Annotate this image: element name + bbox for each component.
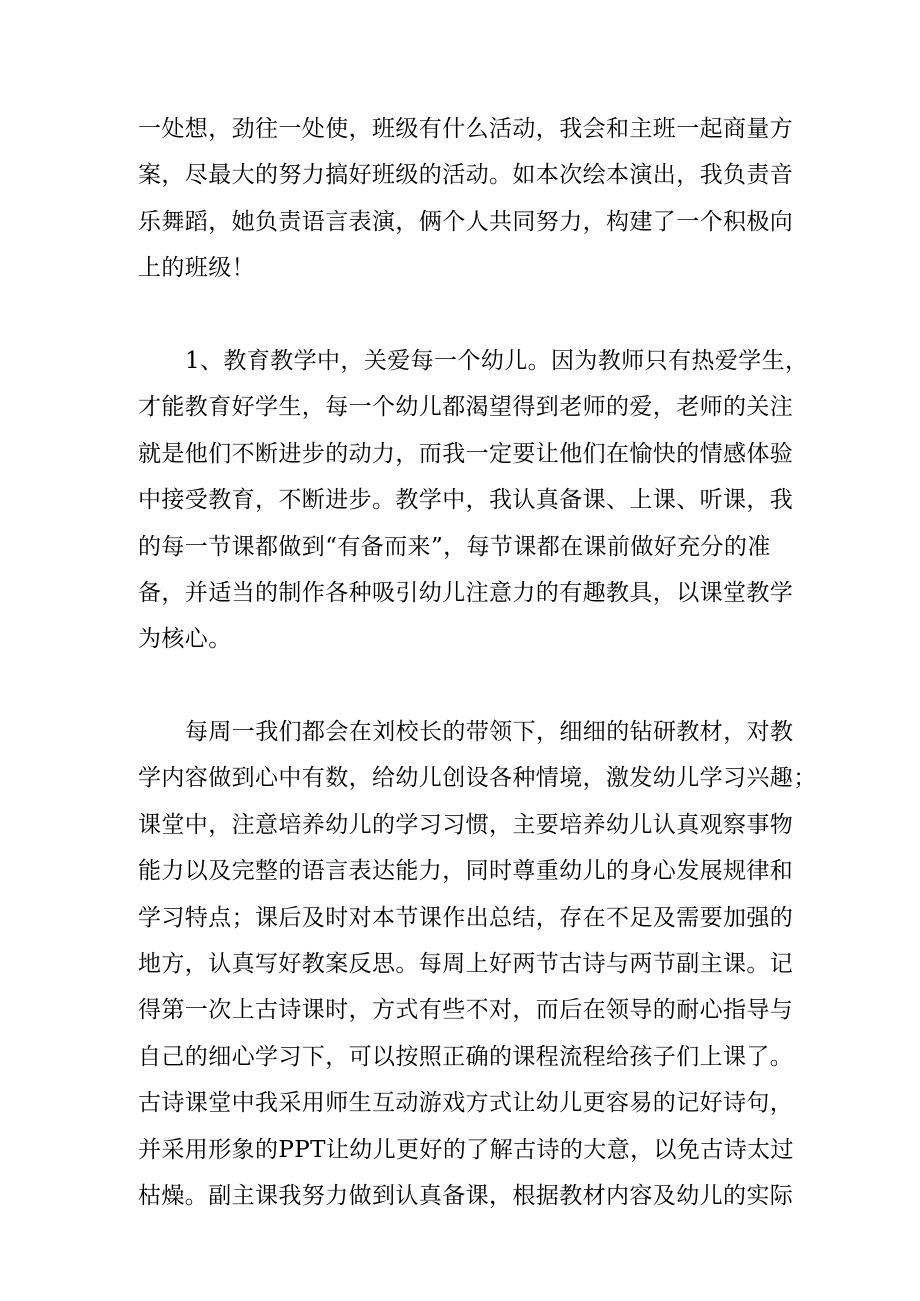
paragraph-line: 一处想，劲往一处使，班级有什么活动，我会和主班一起商量方 <box>138 116 794 142</box>
paragraph-line: 的每一节课都做到“有备而来”，每节课都在课前做好充分的准 <box>138 533 771 560</box>
paragraph-line: 每周一我们都会在刘校长的带领下，细细的钻研教材，对教 <box>185 719 794 746</box>
paragraph-line: 为核心。 <box>138 626 232 653</box>
paragraph-line: 案，尽最大的努力搞好班级的活动。如本次绘本演出，我负责音 <box>138 162 794 189</box>
paragraph-line: 地方，认真写好教案反思。每周上好两节古诗与两节副主课。记 <box>138 951 794 978</box>
paragraph-line: 乐舞蹈，她负责语言表演，俩个人共同努力，构建了一个积极向 <box>138 208 794 235</box>
paragraph-2 <box>138 338 809 663</box>
paragraph-3 <box>138 709 817 1219</box>
paragraph-line: 学习特点；课后及时对本节课作出总结，存在不足及需要加强的 <box>138 904 794 931</box>
paragraph-line: 学内容做到心中有数，给幼儿创设各种情境，激发幼儿学习兴趣； <box>138 765 817 792</box>
paragraph-line: 并采用形象的PPT让幼儿更好的了解古诗的大意，以免古诗太过 <box>138 1136 794 1163</box>
paragraph-line: 1、教育教学中，关爱每一个幼儿。因为教师只有热爱学生， <box>185 347 809 374</box>
paragraph-line: 得第一次上古诗课时，方式有些不对，而后在领导的耐心指导与 <box>138 997 794 1024</box>
paragraph-line: 上的班级！ <box>138 255 255 282</box>
paragraph-line: 备，并适当的制作各种吸引幼儿注意力的有趣教具，以课堂教学 <box>138 579 794 606</box>
paragraph-line: 古诗课堂中我采用师生互动游戏方式让幼儿更容易的记好诗句， <box>138 1090 794 1117</box>
paragraph-spacer <box>138 292 790 338</box>
paragraph-1 <box>138 106 794 292</box>
paragraph-line: 自己的细心学习下，可以按照正确的课程流程给孩子们上课了。 <box>138 1043 794 1070</box>
paragraph-line: 枯燥。副主课我努力做到认真备课，根据教材内容及幼儿的实际 <box>138 1182 794 1209</box>
paragraph-line: 就是他们不断进步的动力，而我一定要让他们在愉快的情感体验 <box>138 440 794 467</box>
paragraph-line: 能力以及完整的语言表达能力，同时尊重幼儿的身心发展规律和 <box>138 858 794 885</box>
paragraph-line: 中接受教育，不断进步。教学中，我认真备课、上课、听课，我 <box>138 487 794 514</box>
document-page <box>138 106 817 1219</box>
paragraph-line: 课堂中，注意培养幼儿的学习习惯，主要培养幼儿认真观察事物 <box>138 811 794 838</box>
paragraph-line: 才能教育好学生，每一个幼儿都渴望得到老师的爱，老师的关注 <box>138 394 794 421</box>
paragraph-spacer <box>138 663 790 709</box>
